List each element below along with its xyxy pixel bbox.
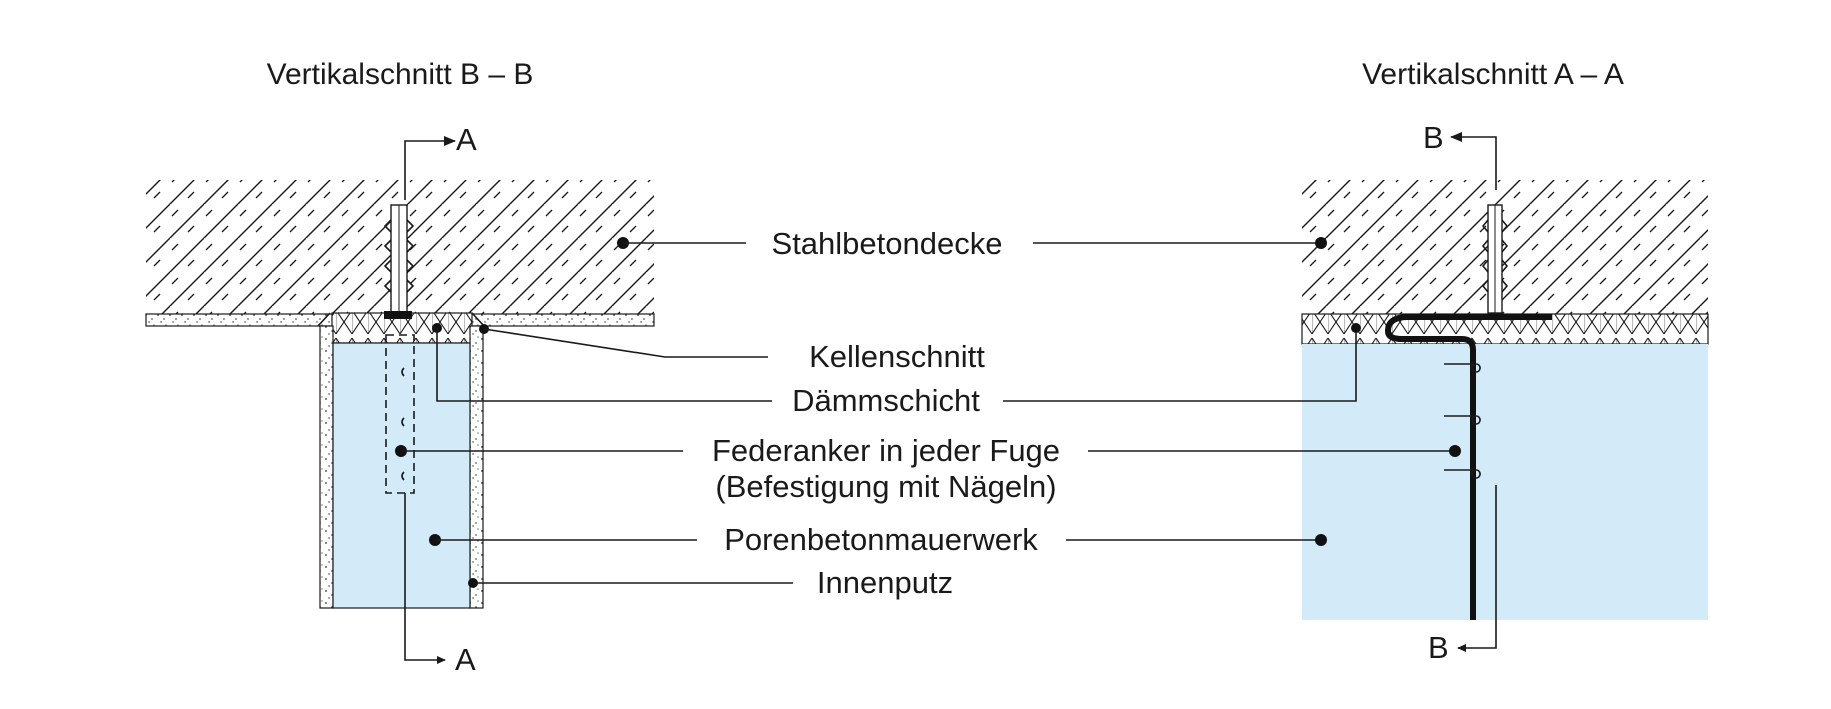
label-kellenschnitt: Kellenschnitt xyxy=(809,339,985,374)
dot-federanker-right xyxy=(1449,445,1461,457)
dot-stahlbeton-right xyxy=(1315,237,1327,249)
dot-daemm-right xyxy=(1351,323,1361,333)
right-concrete-slab xyxy=(1302,180,1708,314)
label-daemmschicht: Dämmschicht xyxy=(792,383,980,418)
right-section-mark-bottom: B xyxy=(1428,630,1449,665)
right-section-mark-top: B xyxy=(1423,120,1444,155)
label-federanker-line2: (Befestigung mit Nägeln) xyxy=(715,469,1057,504)
label-innenputz: Innenputz xyxy=(816,565,954,600)
left-wall-plaster-right xyxy=(470,326,483,608)
left-section-mark-bottom: A xyxy=(455,642,476,677)
label-stahlbetondecke: Stahlbetondecke xyxy=(771,226,1003,261)
title-right: Vertikalschnitt A – A xyxy=(1362,58,1624,91)
left-anchor-plate xyxy=(384,311,412,319)
left-wall-plaster-left xyxy=(320,326,333,608)
dot-porenbeton-right xyxy=(1315,534,1327,546)
left-section xyxy=(146,122,654,677)
title-left: Vertikalschnitt B – B xyxy=(266,58,534,91)
left-section-mark-top: A xyxy=(456,122,477,157)
label-porenbetonmauerwerk: Porenbetonmauerwerk xyxy=(724,522,1038,557)
label-federanker-line1: Federanker in jeder Fuge xyxy=(711,433,1061,468)
right-section xyxy=(1302,120,1708,665)
leader-kellenschnitt xyxy=(484,329,768,357)
leader-daemm-left xyxy=(437,328,772,401)
right-porenbeton-wall xyxy=(1302,344,1708,620)
